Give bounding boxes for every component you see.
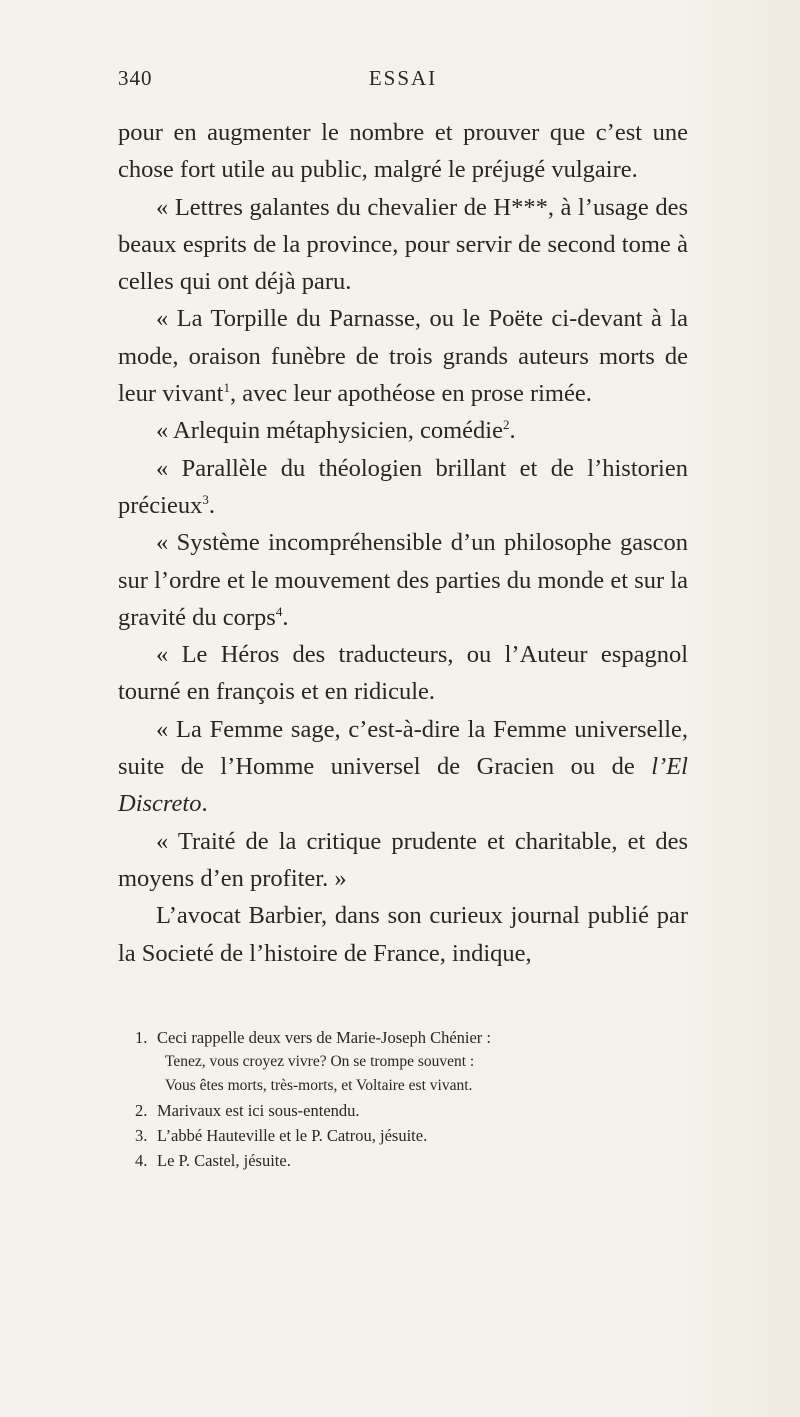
paragraph-femme-sage — [118, 711, 688, 823]
footnote-1 — [135, 1025, 695, 1050]
footnote-number: 3. — [135, 1126, 148, 1145]
paragraph-traite: « Traité de la critique prudente et charitable, et des moyens d’en profiter. » — [118, 827, 688, 892]
paragraph-text: . — [201, 790, 208, 818]
page-header — [118, 66, 688, 96]
italic-title: l’El Discreto — [118, 753, 688, 818]
paragraph-arlequin — [118, 412, 688, 449]
footnote-text: Marivaux est ici sous-entendu. — [157, 1101, 360, 1120]
paragraph-text: « Arlequin métaphysicien, comédie — [156, 417, 503, 445]
paragraph-text: « Système incompréhensible d’un philosophe gascon sur l’ordre et le mouvement des parties du monde et sur la gravité du corps — [118, 529, 688, 631]
paragraph-barbier: L’avocat Barbier, dans son curieux journal publié par la Societé de l’histoire de France, indique, — [118, 902, 688, 967]
footnote-3 — [135, 1123, 695, 1148]
paragraph-systeme — [118, 524, 688, 636]
footnote-ref: 2 — [502, 417, 510, 433]
running-title: ESSAI — [368, 66, 438, 90]
paragraph-text: « Parallèle du théologien brillant et de l’historien précieux — [118, 454, 688, 519]
paragraph-parallele — [118, 450, 688, 525]
paragraph-heros: « Le Héros des traducteurs, ou l’Auteur espagnol tourné en françois et en ridicule. — [118, 641, 688, 706]
main-text — [118, 114, 688, 972]
footnote-4 — [135, 1148, 695, 1173]
paragraph-text: « La Torpille du Parnasse, ou le Poëte ci-devant à la mode, oraison funèbre de trois grands auteurs morts de leur vivant — [118, 305, 688, 408]
footnote-verse-1: Tenez, vous croyez vivre? On se trompe souvent : — [165, 1053, 475, 1070]
paragraph-torpille — [118, 300, 688, 412]
paragraph-text: « La Femme sage, c’est-à-dire la Femme universelle, suite de l’Homme universel de Gracien ou de — [118, 715, 688, 781]
footnote-text: Ceci rappelle deux vers de Marie-Joseph Chénier : — [157, 1028, 492, 1047]
footnote-text: Le P. Castel, jésuite. — [157, 1151, 291, 1170]
page-number: 340 — [118, 66, 153, 90]
paragraph-text: , avec leur apothéose en prose rimée. — [229, 380, 592, 408]
paragraph-text: . — [208, 491, 215, 519]
footnote-verse-2: Vous êtes morts, très-morts, et Voltaire est vivant. — [165, 1077, 473, 1094]
paragraph-lettres-galantes: « Lettres galantes du chevalier de H***, à l’usage des beaux esprits de la province, pour servir de second tome à celles qui ont déjà paru. — [118, 193, 688, 296]
footnote-2 — [135, 1098, 695, 1123]
paragraph-text: . — [282, 603, 289, 631]
footnotes — [135, 1025, 695, 1173]
footnote-number: 2. — [135, 1101, 148, 1120]
footnote-ref: 3 — [202, 491, 209, 507]
paragraph-text: . — [509, 417, 516, 445]
footnote-ref: 1 — [223, 379, 230, 395]
footnote-number: 4. — [135, 1151, 148, 1170]
footnote-ref: 4 — [275, 603, 283, 619]
footnote-number: 1. — [135, 1028, 148, 1047]
footnote-text: L’abbé Hauteville et le P. Catrou, jésuite. — [157, 1126, 428, 1145]
paragraph-intro: pour en augmenter le nombre et prouver que c’est une chose fort utile au public, malgré le préjugé vulgaire. — [118, 119, 688, 184]
